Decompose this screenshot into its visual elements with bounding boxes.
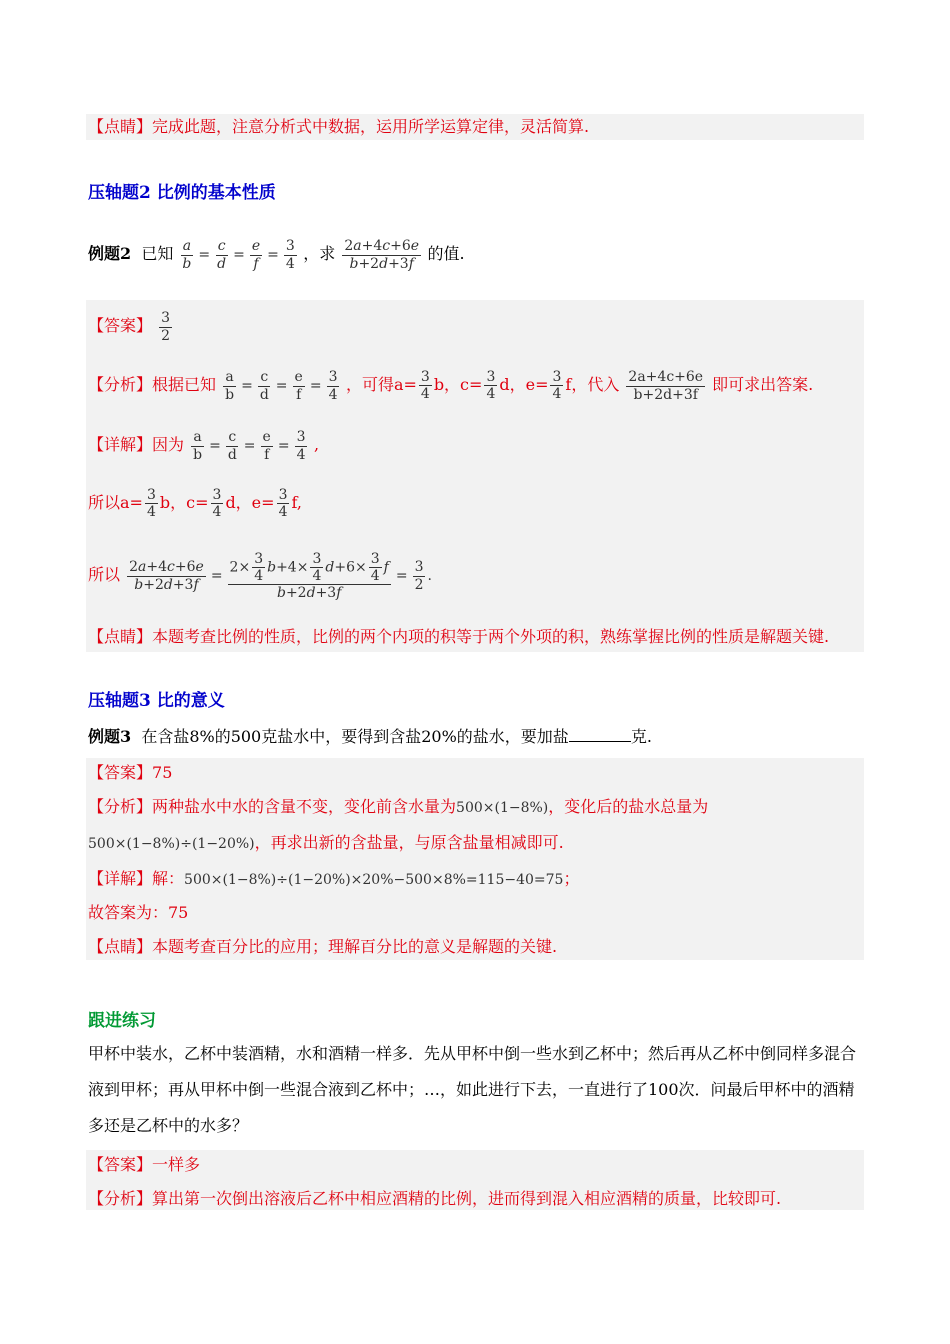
example3-question-b: 克. (630, 727, 652, 746)
example2-target-expression: $\frac{2a+4c+6e}{b+2d+3f}$ (344, 238, 420, 272)
analysis2: 【分析】根据已知 $\frac{a}{b}$ = $\frac{c}{d}$ = $\frac{e}{f}$ = $\frac{3}{4}$ ，可得a= $\frac{3}{4}$ b，c= $\frac{3}{4}$ d，e= $\frac{3}{4}$ f，代入 $\frac{2a+4c+6e}{b+2d+3f}$ 即可求出答案. (88, 368, 814, 403)
detail2-because: 因为 (152, 435, 185, 454)
example2 (88, 230, 465, 279)
answer2-value: $\frac{3}{2}$ (161, 310, 171, 344)
detail2: 【详解】因为 $\frac{a}{b}$ = $\frac{c}{d}$ = $\frac{e}{f}$ = $\frac{3}{4}$ , (88, 429, 320, 463)
detail3 (88, 868, 579, 891)
detail3-expr: 500×(1−8%)÷(1−20%)×20%−500×8%=115−40=75 (184, 872, 564, 888)
analysis2-target-expression: $\frac{2a+4c+6e}{b+2d+3f}$ (628, 369, 704, 403)
answer3 (88, 762, 172, 784)
analysis3-c: ，再求出新的含盐量，与原含盐量相减即可. (254, 833, 564, 852)
practice-body: 甲杯中装水，乙杯中装酒精，水和酒精一样多．先从甲杯中倒一些水到乙杯中；然后再从乙杯中倒同样多混合液到甲杯；再从甲杯中倒一些混合液到乙杯中；…，如此进行下去，一直进行了100次．问最后甲杯中的酒精多还是乙杯中的水多？ (88, 1044, 857, 1135)
detail2-compute-line (88, 540, 432, 611)
detail3-a: 解： (152, 869, 185, 888)
tip2-tag: 【点睛】 (88, 627, 153, 646)
practice-analysis-tag: 【分析】 (88, 1189, 153, 1208)
analysis3-line1 (88, 796, 708, 819)
tip2 (88, 626, 829, 648)
example3-question-a: 在含盐8%的500克盐水中，要得到含盐20%的盐水，要加盐 (141, 727, 569, 746)
analysis2-c: 即可求出答案. (712, 375, 814, 394)
analysis3-a: 两种盐水中水的含量不变，变化前含水量为 (152, 797, 457, 816)
example2-ask: ，求 (303, 244, 336, 263)
section2-title: 压轴题2 比例的基本性质 (88, 183, 276, 203)
final3: 故答案为：75 (88, 903, 189, 922)
detail3-end: ； (563, 869, 580, 888)
example2-tail: 的值. (427, 244, 465, 263)
detail3-tag: 【详解】 (88, 869, 153, 888)
detail2-so-line: 所以a= $\frac{3}{4}$ b，c= $\frac{3}{4}$ d，e= $\frac{3}{4}$ f, (88, 486, 302, 520)
example2-ratio-chain: $\frac{a}{b}$ = $\frac{c}{d}$ = $\frac{e}{f}$ = $\frac{3}{4}$ (182, 238, 295, 272)
analysis3-b: ，变化后的盐水总量为 (548, 797, 709, 816)
example2-label: 例题2 (88, 244, 132, 263)
tip3 (88, 936, 557, 958)
tip3-tag: 【点睛】 (88, 937, 153, 956)
analysis2-b: ，可得a= (345, 375, 417, 394)
practice-answer-value: 一样多 (152, 1155, 201, 1174)
detail2-computation: $\frac{2a+4c+6e}{b+2d+3f}$ = 2× $\frac{3}{4}$ b+4× $\frac{3}{4}$ d+6× $\frac{3}{4}$ f b+2d+3f = $\frac{3}{2}$ . (129, 550, 432, 602)
analysis3-expr1: 500×(1−8%) (456, 800, 549, 816)
detail2-so-label: 所以 (88, 493, 121, 512)
tip1-text: 完成此题，注意分析式中数据，运用所学运算定律，灵活简算. (152, 117, 590, 136)
example2-known: 已知 (141, 244, 174, 263)
analysis2-a: 根据已知 (152, 375, 217, 394)
practice-answer-tag: 【答案】 (88, 1155, 153, 1174)
analysis3-line2 (88, 832, 564, 855)
practice-title: 跟进练习 (88, 1011, 156, 1031)
section3-solution-panel (86, 758, 864, 960)
tip2-text: 本题考查比例的性质，比例的两个内项的积等于两个外项的积，熟练掌握比例的性质是解题关键. (152, 627, 830, 646)
analysis3-tag: 【分析】 (88, 797, 153, 816)
tip1-tag: 【点睛】 (88, 117, 153, 136)
section3-title: 压轴题3 比的意义 (88, 691, 225, 711)
analysis2-ratio-chain: $\frac{a}{b}$ = $\frac{c}{d}$ = $\frac{e}{f}$ = $\frac{3}{4}$ (225, 369, 338, 403)
tip3-text: 本题考查百分比的应用；理解百分比的意义是解题的关键. (152, 937, 558, 956)
answer2 (88, 304, 174, 349)
analysis2-tag: 【分析】 (88, 375, 153, 394)
practice-analysis-text: 算出第一次倒出溶液后乙杯中相应酒精的比例，进而得到混入相应酒精的质量，比较即可. (152, 1189, 782, 1208)
practice-analysis (88, 1188, 781, 1210)
answer3-tag: 【答案】 (88, 763, 153, 782)
detail2-so2-label: 所以 (88, 565, 121, 584)
example3 (88, 726, 652, 748)
answer2-tag: 【答案】 (88, 316, 153, 335)
answer3-value: 75 (152, 763, 173, 782)
answer-blank (569, 727, 631, 742)
practice-answer (88, 1154, 200, 1176)
detail2-ratio-chain: $\frac{a}{b}$ = $\frac{c}{d}$ = $\frac{e}{f}$ = $\frac{3}{4}$ (193, 429, 306, 463)
tip1 (88, 116, 589, 138)
detail2-tag: 【详解】 (88, 435, 153, 454)
example3-label: 例题3 (88, 727, 132, 746)
analysis3-expr2: 500×(1−8%)÷(1−20%) (88, 836, 255, 852)
